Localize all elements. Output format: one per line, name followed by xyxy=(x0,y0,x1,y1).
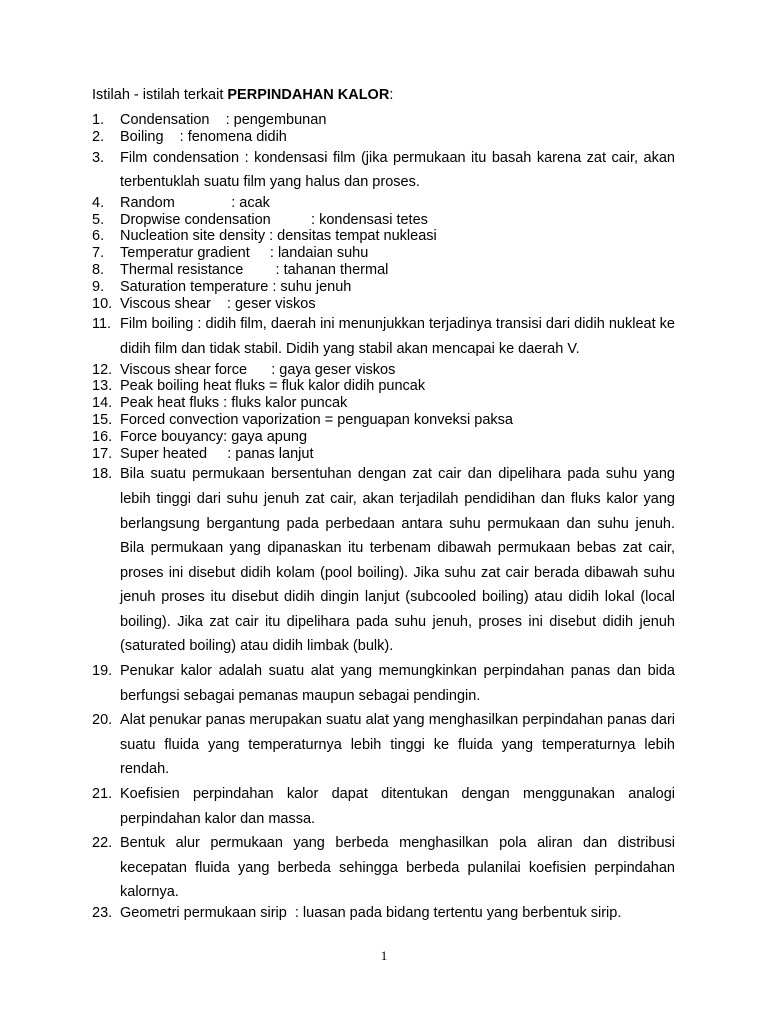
list-item: 9. Saturation temperature : suhu jenuh xyxy=(92,278,352,295)
list-item: 20. Alat penukar panas merupakan suatu alat yang menghasilkan perpindahan panas dari suatu fluida yang temperaturnya lebih tinggi ke fluida yang temperaturnya lebih rendah. xyxy=(92,712,675,778)
list-item: 17. Super heated : panas lanjut xyxy=(92,445,314,462)
list-item: 14. Peak heat fluks : fluks kalor puncak xyxy=(92,395,348,412)
list-item: 23. Geometri permukaan sirip : luasan pada bidang tertentu yang berbentuk sirip. xyxy=(92,905,622,922)
list-item: 16. Force bouyancy: gaya apung xyxy=(92,428,308,445)
list-item: 8. Thermal resistance : tahanan thermal xyxy=(92,261,389,278)
list-item: 10. Viscous shear : geser viskos xyxy=(92,295,316,312)
list-item: 7. Temperatur gradient : landaian suhu xyxy=(92,245,369,262)
list-item: 19. Penukar kalor adalah suatu alat yang memungkinkan perpindahan panas dan bida berfungsi sebagai pemanas maupun sebagai pendingin. xyxy=(92,663,675,704)
page-number: 1 xyxy=(380,948,388,963)
terms-list xyxy=(92,112,675,922)
list-item: 15. Forced convection vaporization = penguapan konveksi paksa xyxy=(92,411,513,428)
page-heading: Istilah - istilah terkait PERPINDAHAN KALOR: xyxy=(92,87,394,103)
list-item: 2. Boiling : fenomena didih xyxy=(92,128,287,145)
list-item: 22. Bentuk alur permukaan yang berbeda menghasilkan pola aliran dan distribusi kecepatan fluida yang berbeda sehingga berbeda pulanilai koefisien perpindahan kalornya. xyxy=(92,835,675,901)
list-item: 1. Condensation : pengembunan xyxy=(92,112,327,128)
list-item: 4. Random : acak xyxy=(92,194,270,211)
list-item: 18. Bila suatu permukaan bersentuhan dengan zat cair dan dipelihara pada suhu yang lebih tinggi dari suhu jenuh zat cair, akan terjadilah pendidihan dan fluks kalor yang berlangsung bergantung pada perbedaan antara suhu permukaan dan suhu jenuh. Bila permukaan yang dipanaskan itu terbenam dibawah permukaan bebas zat cair, proses ini disebut didih kolam (pool boiling). Jika suhu zat cair berada dibawah suhu jenuh proses itu disebut didih dingin lanjut (subcooled boiling) atau didih lokal (local boiling). Jika zat cair itu dipelihara pada suhu jenuh, proses ini disebut didih jenuh (saturated boiling) atau didih limbak (bulk). xyxy=(92,466,675,655)
list-item: 3. Film condensation : kondensasi film (jika permukaan itu basah karena zat cair, akan terbentuklah suatu film yang halus dan proses. xyxy=(92,149,675,191)
list-item: 12. Viscous shear force : gaya geser viskos xyxy=(92,361,396,378)
list-item: 6. Nucleation site density : densitas tempat nukleasi xyxy=(92,228,437,245)
list-item: 21. Koefisien perpindahan kalor dapat ditentukan dengan menggunakan analogi perpindahan kalor dan massa. xyxy=(92,786,675,827)
list-item: 13. Peak boiling heat fluks = fluk kalor didih puncak xyxy=(92,378,426,395)
list-item: 5. Dropwise condensation : kondensasi tetes xyxy=(92,211,428,228)
list-item: 11. Film boiling : didih film, daerah ini menunjukkan terjadinya transisi dari didih nukleat ke didih film dan tidak stabil. Didih yang stabil akan mencapai ke daerah V. xyxy=(92,316,675,357)
heading-bold: PERPINDAHAN KALOR xyxy=(227,87,390,103)
